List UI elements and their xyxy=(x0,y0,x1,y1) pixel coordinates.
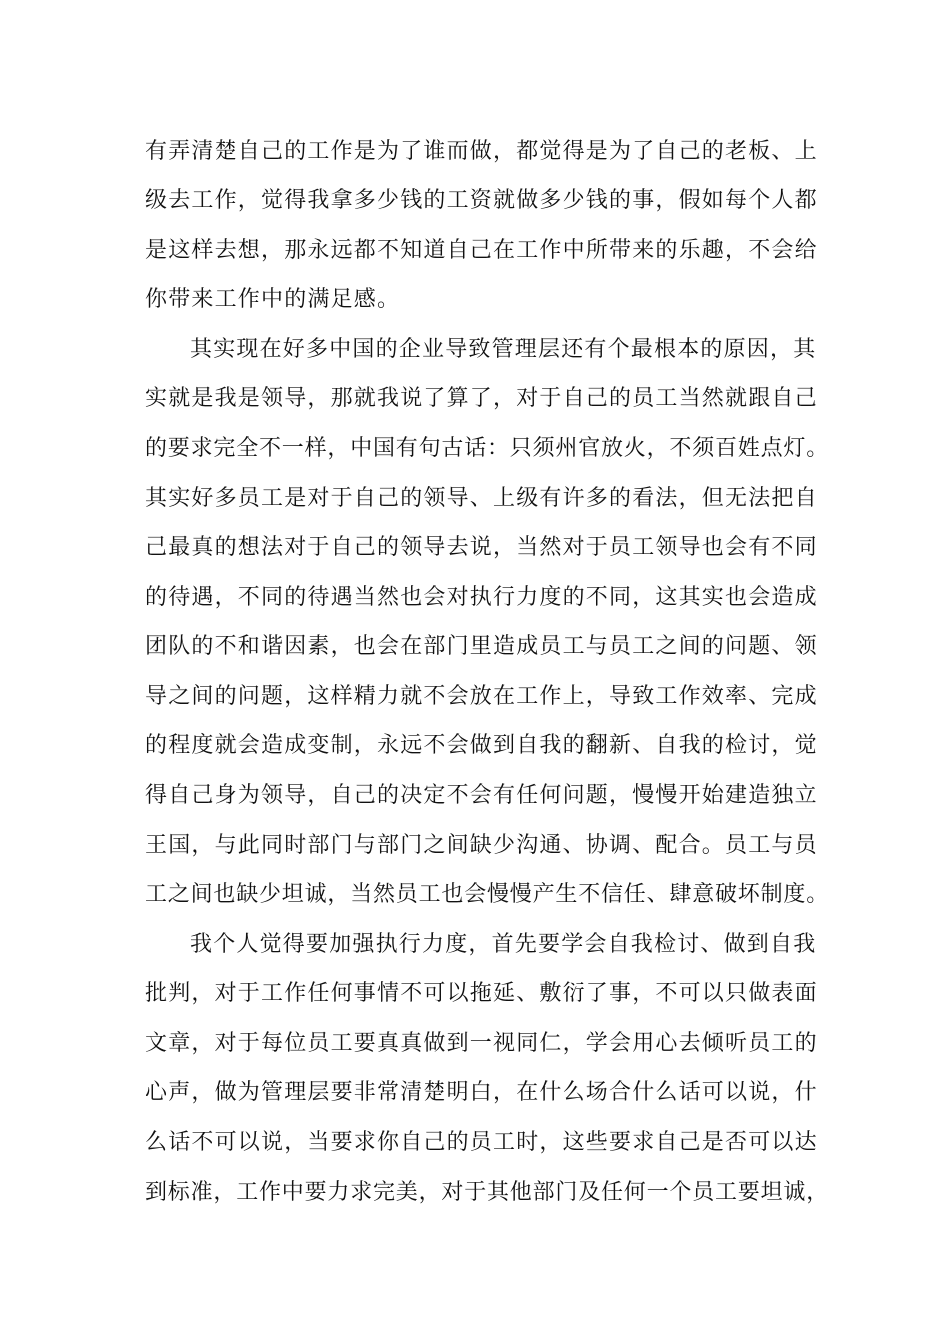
text-line: 己最真的想法对于自己的领导去说，当然对于员工领导也会有不同 xyxy=(145,535,818,560)
text-line: 的要求完全不一样，中国有句古话：只须州官放火，不须百姓点灯。 xyxy=(145,436,830,461)
text-line: 批判，对于工作任何事情不可以拖延、敷衍了事，不可以只做表面 xyxy=(145,981,818,1006)
paragraph-first-line: 我个人觉得要加强执行力度，首先要学会自我检讨、做到自我 xyxy=(190,932,817,957)
text-line: 王国，与此同时部门与部门之间缺少沟通、协调、配合。员工与员 xyxy=(145,833,818,858)
text-line: 工之间也缺少坦诚，当然员工也会慢慢产生不信任、肆意破坏制度。 xyxy=(145,882,830,907)
text-line: 是这样去想，那永远都不知道自己在工作中所带来的乐趣，不会给 xyxy=(145,238,818,263)
paragraph-first-line: 其实现在好多中国的企业导致管理层还有个最根本的原因，其 xyxy=(190,337,817,362)
text-line: 级去工作，觉得我拿多少钱的工资就做多少钱的事，假如每个人都 xyxy=(145,188,818,213)
text-line: 到标准，工作中要力求完美，对于其他部门及任何一个员工要坦诚， xyxy=(145,1180,830,1205)
text-line: 你带来工作中的满足感。 xyxy=(145,287,401,312)
text-line: 得自己身为领导，自己的决定不会有任何问题，慢慢开始建造独立 xyxy=(145,783,818,808)
text-line: 文章，对于每位员工要真真做到一视同仁，学会用心去倾听员工的 xyxy=(145,1031,818,1056)
text-line: 团队的不和谐因素，也会在部门里造成员工与员工之间的问题、领 xyxy=(145,634,818,659)
text-line: 实就是我是领导，那就我说了算了，对于自己的员工当然就跟自己 xyxy=(145,386,818,411)
text-line: 的程度就会造成变制，永远不会做到自我的翻新、自我的检讨，觉 xyxy=(145,733,818,758)
text-line: 导之间的问题，这样精力就不会放在工作上，导致工作效率、完成 xyxy=(145,684,818,709)
text-line: 么话不可以说，当要求你自己的员工时，这些要求自己是否可以达 xyxy=(145,1130,818,1155)
text-line: 心声，做为管理层要非常清楚明白，在什么场合什么话可以说，什 xyxy=(145,1080,818,1105)
text-line: 有弄清楚自己的工作是为了谁而做，都觉得是为了自己的老板、上 xyxy=(145,139,818,164)
text-line: 的待遇，不同的待遇当然也会对执行力度的不同，这其实也会造成 xyxy=(145,585,818,610)
text-line: 其实好多员工是对于自己的领导、上级有许多的看法，但无法把自 xyxy=(145,486,818,511)
